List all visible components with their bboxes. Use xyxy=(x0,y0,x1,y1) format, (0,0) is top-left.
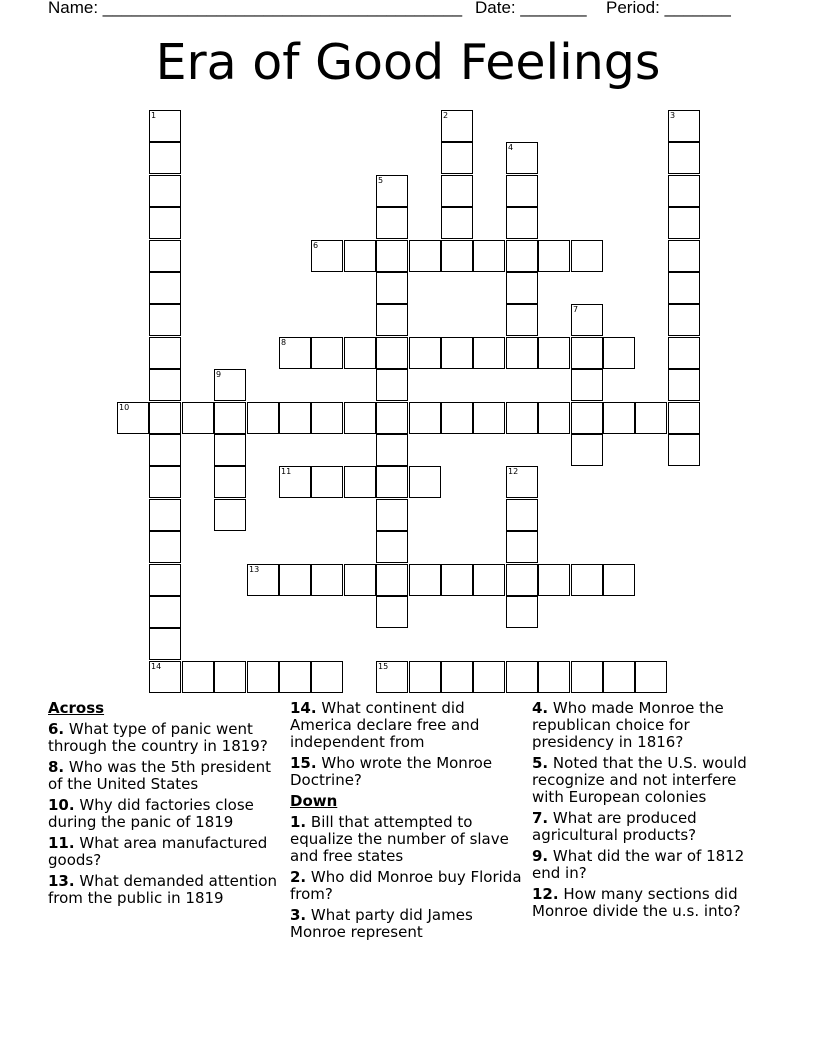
grid-cell[interactable] xyxy=(506,531,538,563)
grid-cell[interactable] xyxy=(441,240,473,272)
grid-cell[interactable] xyxy=(311,240,343,272)
puzzle-title: Era of Good Feelings xyxy=(155,34,661,91)
grid-cell[interactable] xyxy=(409,466,441,498)
grid-cell[interactable] xyxy=(603,402,635,434)
grid-cell[interactable] xyxy=(247,661,279,693)
grid-cell[interactable] xyxy=(538,240,570,272)
grid-cell[interactable] xyxy=(668,207,700,239)
grid-cell[interactable] xyxy=(376,402,408,434)
grid-cell[interactable] xyxy=(506,240,538,272)
grid-cell[interactable] xyxy=(473,661,505,693)
grid-cell[interactable] xyxy=(149,628,181,660)
grid-cell[interactable] xyxy=(571,434,603,466)
grid-cell[interactable] xyxy=(149,337,181,369)
grid-cell[interactable] xyxy=(214,402,246,434)
grid-cell[interactable] xyxy=(473,402,505,434)
grid-cell[interactable] xyxy=(668,175,700,207)
grid-cell[interactable] xyxy=(376,564,408,596)
clue-number-label: 13 xyxy=(249,565,260,574)
clue-number-label: 8 xyxy=(281,338,287,347)
grid-cell[interactable] xyxy=(311,337,343,369)
grid-cell[interactable] xyxy=(441,337,473,369)
clue-down-7: 7. What are produced agricultural products? xyxy=(532,809,697,844)
grid-cell[interactable] xyxy=(571,337,603,369)
grid-cell[interactable] xyxy=(441,110,473,142)
grid-cell[interactable] xyxy=(635,402,667,434)
grid-cell[interactable] xyxy=(149,531,181,563)
grid-cell[interactable] xyxy=(668,402,700,434)
grid-cell[interactable] xyxy=(149,499,181,531)
clue-column-3 xyxy=(532,700,768,924)
grid-cell[interactable] xyxy=(668,337,700,369)
grid-cell[interactable] xyxy=(603,564,635,596)
clue-number-label: 10 xyxy=(119,403,130,412)
grid-cell[interactable] xyxy=(214,466,246,498)
grid-cell[interactable] xyxy=(279,661,311,693)
grid-cell[interactable] xyxy=(376,272,408,304)
grid-cell[interactable] xyxy=(376,337,408,369)
grid-cell[interactable] xyxy=(149,110,181,142)
grid-cell[interactable] xyxy=(279,466,311,498)
grid-cell[interactable] xyxy=(668,240,700,272)
grid-cell[interactable] xyxy=(279,402,311,434)
grid-cell[interactable] xyxy=(247,564,279,596)
grid-cell[interactable] xyxy=(149,661,181,693)
grid-cell[interactable] xyxy=(376,175,408,207)
grid-cell[interactable] xyxy=(668,434,700,466)
clue-across-6: 6. What type of panic went through the country in 1819? xyxy=(48,720,268,755)
grid-cell[interactable] xyxy=(344,240,376,272)
grid-cell[interactable] xyxy=(506,142,538,174)
grid-cell[interactable] xyxy=(409,564,441,596)
grid-cell[interactable] xyxy=(506,661,538,693)
clue-across-11: 11. What area manufactured goods? xyxy=(48,834,268,869)
grid-cell[interactable] xyxy=(603,337,635,369)
grid-cell[interactable] xyxy=(506,564,538,596)
grid-cell[interactable] xyxy=(149,466,181,498)
grid-cell[interactable] xyxy=(376,466,408,498)
grid-cell[interactable] xyxy=(441,402,473,434)
grid-cell[interactable] xyxy=(441,661,473,693)
grid-cell[interactable] xyxy=(409,661,441,693)
grid-cell[interactable] xyxy=(506,272,538,304)
clue-number-label: 3 xyxy=(670,111,676,120)
grid-cell[interactable] xyxy=(376,304,408,336)
name-field: Name: ______________________________________ xyxy=(48,0,463,17)
grid-cell[interactable] xyxy=(668,110,700,142)
across-heading: Across xyxy=(48,699,105,717)
grid-cell[interactable] xyxy=(409,402,441,434)
grid-cell[interactable] xyxy=(344,337,376,369)
grid-cell[interactable] xyxy=(311,466,343,498)
grid-cell[interactable] xyxy=(311,564,343,596)
clue-across-15: 15. Who wrote the Monroe Doctrine? xyxy=(290,754,493,789)
grid-cell[interactable] xyxy=(635,661,667,693)
grid-cell[interactable] xyxy=(376,596,408,628)
clue-down-9: 9. What did the war of 1812 end in? xyxy=(532,847,745,882)
clue-down-5: 5. Noted that the U.S. would recognize and not interfere with European colonies xyxy=(532,754,747,806)
clue-down-4: 4. Who made Monroe the republican choice for presidency in 1816? xyxy=(532,699,724,751)
clue-number-label: 11 xyxy=(281,467,292,476)
grid-cell[interactable] xyxy=(376,661,408,693)
grid-cell[interactable] xyxy=(506,596,538,628)
clue-number-label: 6 xyxy=(313,241,319,250)
grid-cell[interactable] xyxy=(376,499,408,531)
clue-number-label: 2 xyxy=(443,111,449,120)
clue-across-8: 8. Who was the 5th president of the United States xyxy=(48,758,272,793)
grid-cell[interactable] xyxy=(668,142,700,174)
period-field: Period: _______ xyxy=(606,0,731,17)
clue-number-label: 9 xyxy=(216,370,222,379)
grid-cell[interactable] xyxy=(603,661,635,693)
grid-cell[interactable] xyxy=(214,661,246,693)
grid-cell[interactable] xyxy=(149,142,181,174)
grid-cell[interactable] xyxy=(441,207,473,239)
grid-cell[interactable] xyxy=(473,337,505,369)
grid-cell[interactable] xyxy=(506,304,538,336)
grid-cell[interactable] xyxy=(149,402,181,434)
grid-cell[interactable] xyxy=(311,661,343,693)
clue-number-label: 15 xyxy=(378,662,389,671)
clue-down-2: 2. Who did Monroe buy Florida from? xyxy=(290,868,522,903)
grid-cell[interactable] xyxy=(279,564,311,596)
grid-cell[interactable] xyxy=(117,402,149,434)
grid-cell[interactable] xyxy=(149,434,181,466)
grid-cell[interactable] xyxy=(149,272,181,304)
grid-cell[interactable] xyxy=(668,369,700,401)
grid-cell[interactable] xyxy=(376,531,408,563)
clue-number-label: 12 xyxy=(508,467,519,476)
grid-cell[interactable] xyxy=(279,337,311,369)
grid-cell[interactable] xyxy=(182,402,214,434)
grid-cell[interactable] xyxy=(247,402,279,434)
clue-column-1 xyxy=(48,700,280,911)
grid-cell[interactable] xyxy=(506,207,538,239)
grid-cell[interactable] xyxy=(668,272,700,304)
grid-cell[interactable] xyxy=(149,207,181,239)
grid-cell[interactable] xyxy=(149,564,181,596)
grid-cell[interactable] xyxy=(538,564,570,596)
grid-cell[interactable] xyxy=(506,175,538,207)
grid-cell[interactable] xyxy=(376,207,408,239)
grid-cell[interactable] xyxy=(538,337,570,369)
clue-number-label: 4 xyxy=(508,143,514,152)
clue-number-label: 5 xyxy=(378,176,384,185)
grid-cell[interactable] xyxy=(473,240,505,272)
clue-down-12: 12. How many sections did Monroe divide the u.s. into? xyxy=(532,885,741,920)
grid-cell[interactable] xyxy=(409,240,441,272)
clue-column-2 xyxy=(290,700,522,945)
grid-cell[interactable] xyxy=(149,369,181,401)
grid-cell[interactable] xyxy=(311,402,343,434)
clue-number-label: 14 xyxy=(151,662,162,671)
clue-down-3: 3. What party did James Monroe represent xyxy=(290,906,473,941)
grid-cell[interactable] xyxy=(149,175,181,207)
clue-down-1: 1. Bill that attempted to equalize the number of slave and free states xyxy=(290,813,509,865)
grid-cell[interactable] xyxy=(668,304,700,336)
grid-cell[interactable] xyxy=(506,466,538,498)
grid-cell[interactable] xyxy=(571,564,603,596)
grid-cell[interactable] xyxy=(344,564,376,596)
grid-cell[interactable] xyxy=(214,434,246,466)
grid-cell[interactable] xyxy=(214,369,246,401)
grid-cell[interactable] xyxy=(506,499,538,531)
grid-cell[interactable] xyxy=(538,402,570,434)
clue-across-10: 10. Why did factories close during the panic of 1819 xyxy=(48,796,254,831)
grid-cell[interactable] xyxy=(149,240,181,272)
grid-cell[interactable] xyxy=(409,337,441,369)
grid-cell[interactable] xyxy=(149,304,181,336)
grid-cell[interactable] xyxy=(376,434,408,466)
grid-cell[interactable] xyxy=(344,402,376,434)
grid-cell[interactable] xyxy=(149,596,181,628)
grid-cell[interactable] xyxy=(344,466,376,498)
grid-cell[interactable] xyxy=(182,661,214,693)
clue-across-14: 14. What continent did America declare free and independent from xyxy=(290,699,480,751)
clue-across-13: 13. What demanded attention from the public in 1819 xyxy=(48,872,278,907)
grid-cell[interactable] xyxy=(376,369,408,401)
grid-cell[interactable] xyxy=(214,499,246,531)
grid-cell[interactable] xyxy=(506,337,538,369)
grid-cell[interactable] xyxy=(376,240,408,272)
clue-number-label: 1 xyxy=(151,111,157,120)
grid-cell[interactable] xyxy=(571,369,603,401)
grid-cell[interactable] xyxy=(571,240,603,272)
grid-cell[interactable] xyxy=(538,661,570,693)
grid-cell[interactable] xyxy=(571,661,603,693)
grid-cell[interactable] xyxy=(441,564,473,596)
grid-cell[interactable] xyxy=(473,564,505,596)
down-heading: Down xyxy=(290,792,338,810)
grid-cell[interactable] xyxy=(571,402,603,434)
date-field: Date: _______ xyxy=(475,0,587,17)
grid-cell[interactable] xyxy=(441,142,473,174)
grid-cell[interactable] xyxy=(571,304,603,336)
clue-number-label: 7 xyxy=(573,305,579,314)
grid-cell[interactable] xyxy=(506,402,538,434)
grid-cell[interactable] xyxy=(441,175,473,207)
